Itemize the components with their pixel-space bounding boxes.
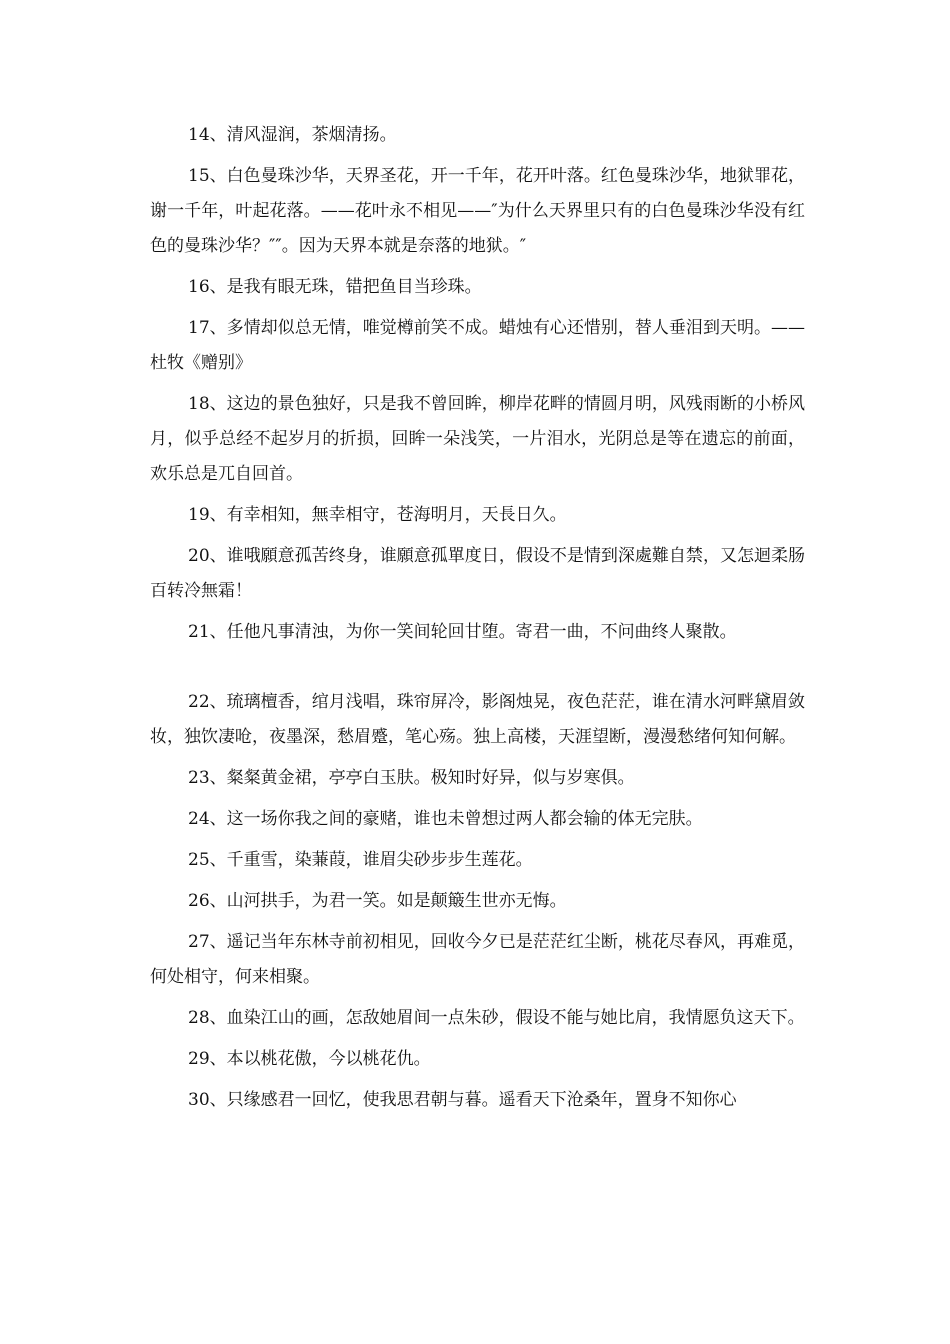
paragraph-23: 23、粲粲黄金裙，亭亭白玉肤。极知时好异，似与岁寒俱。 <box>188 768 635 788</box>
paragraph-27: 27、遥记当年东林寺前初相见，回收今夕已是茫茫红尘断，桃花尽春风，再难觅，何处相守，何来相聚。 <box>150 932 805 987</box>
paragraph-26: 26、山河拱手，为君一笑。如是颠簸生世亦无悔。 <box>188 891 567 911</box>
paragraph-25: 25、千重雪，染蒹葭，谁眉尖砂步步生莲花。 <box>188 850 533 870</box>
paragraph-spacer <box>150 656 805 685</box>
paragraph-16: 16、是我有眼无珠，错把鱼目当珍珠。 <box>188 277 482 297</box>
paragraph-21: 21、任他凡事清浊，为你一笑间轮回甘堕。寄君一曲，不问曲终人聚散。 <box>188 622 737 642</box>
paragraph-29: 29、本以桃花傲，今以桃花仇。 <box>188 1049 431 1069</box>
paragraph-20: 20、谁哦願意孤苦终身，谁願意孤單度日，假设不是情到深處難自禁，又怎迴柔肠百转冷無霜！ <box>150 546 805 601</box>
paragraph-22: 22、琉璃檀香，绾月浅唱，珠帘屏冷，影阁烛晃，夜色茫茫，谁在清水河畔黛眉敛妆，独饮凄呛，夜墨深，愁眉蹙，笔心殇。独上高楼，天涯望断，漫漫愁绪何知何解。 <box>150 692 805 747</box>
document-body <box>150 118 805 1124</box>
paragraph-28: 28、血染江山的画，怎敌她眉间一点朱砂，假设不能与她比肩，我情愿负这天下。 <box>188 1008 805 1028</box>
paragraph-15: 15、白色曼珠沙华，天界圣花，开一千年，花开叶落。红色曼珠沙华，地狱罪花，谢一千年，叶起花落。——花叶永不相见——″为什么天界里只有的白色曼珠沙华没有红色的曼珠沙华？″″。因为天界本就是奈落的地狱。″ <box>150 166 805 256</box>
paragraph-30: 30、只缘感君一回忆，使我思君朝与暮。遥看天下沧桑年，置身不知你心 <box>188 1090 737 1110</box>
paragraph-14: 14、清风湿润，茶烟清扬。 <box>188 125 397 145</box>
paragraph-18: 18、这边的景色独好，只是我不曾回眸，柳岸花畔的情圆月明，风残雨断的小桥风月，似乎总经不起岁月的折损，回眸一朵浅笑，一片泪水，光阴总是等在遗忘的前面，欢乐总是兀自回首。 <box>150 394 805 484</box>
paragraph-19: 19、有幸相知，無幸相守，苍海明月，天長日久。 <box>188 505 567 525</box>
paragraph-24: 24、这一场你我之间的豪赌，谁也未曾想过两人都会输的体无完肤。 <box>188 809 703 829</box>
paragraph-17: 17、多情却似总无情，唯觉樽前笑不成。蜡烛有心还惜别，替人垂泪到天明。——杜牧《赠别》 <box>150 318 805 373</box>
